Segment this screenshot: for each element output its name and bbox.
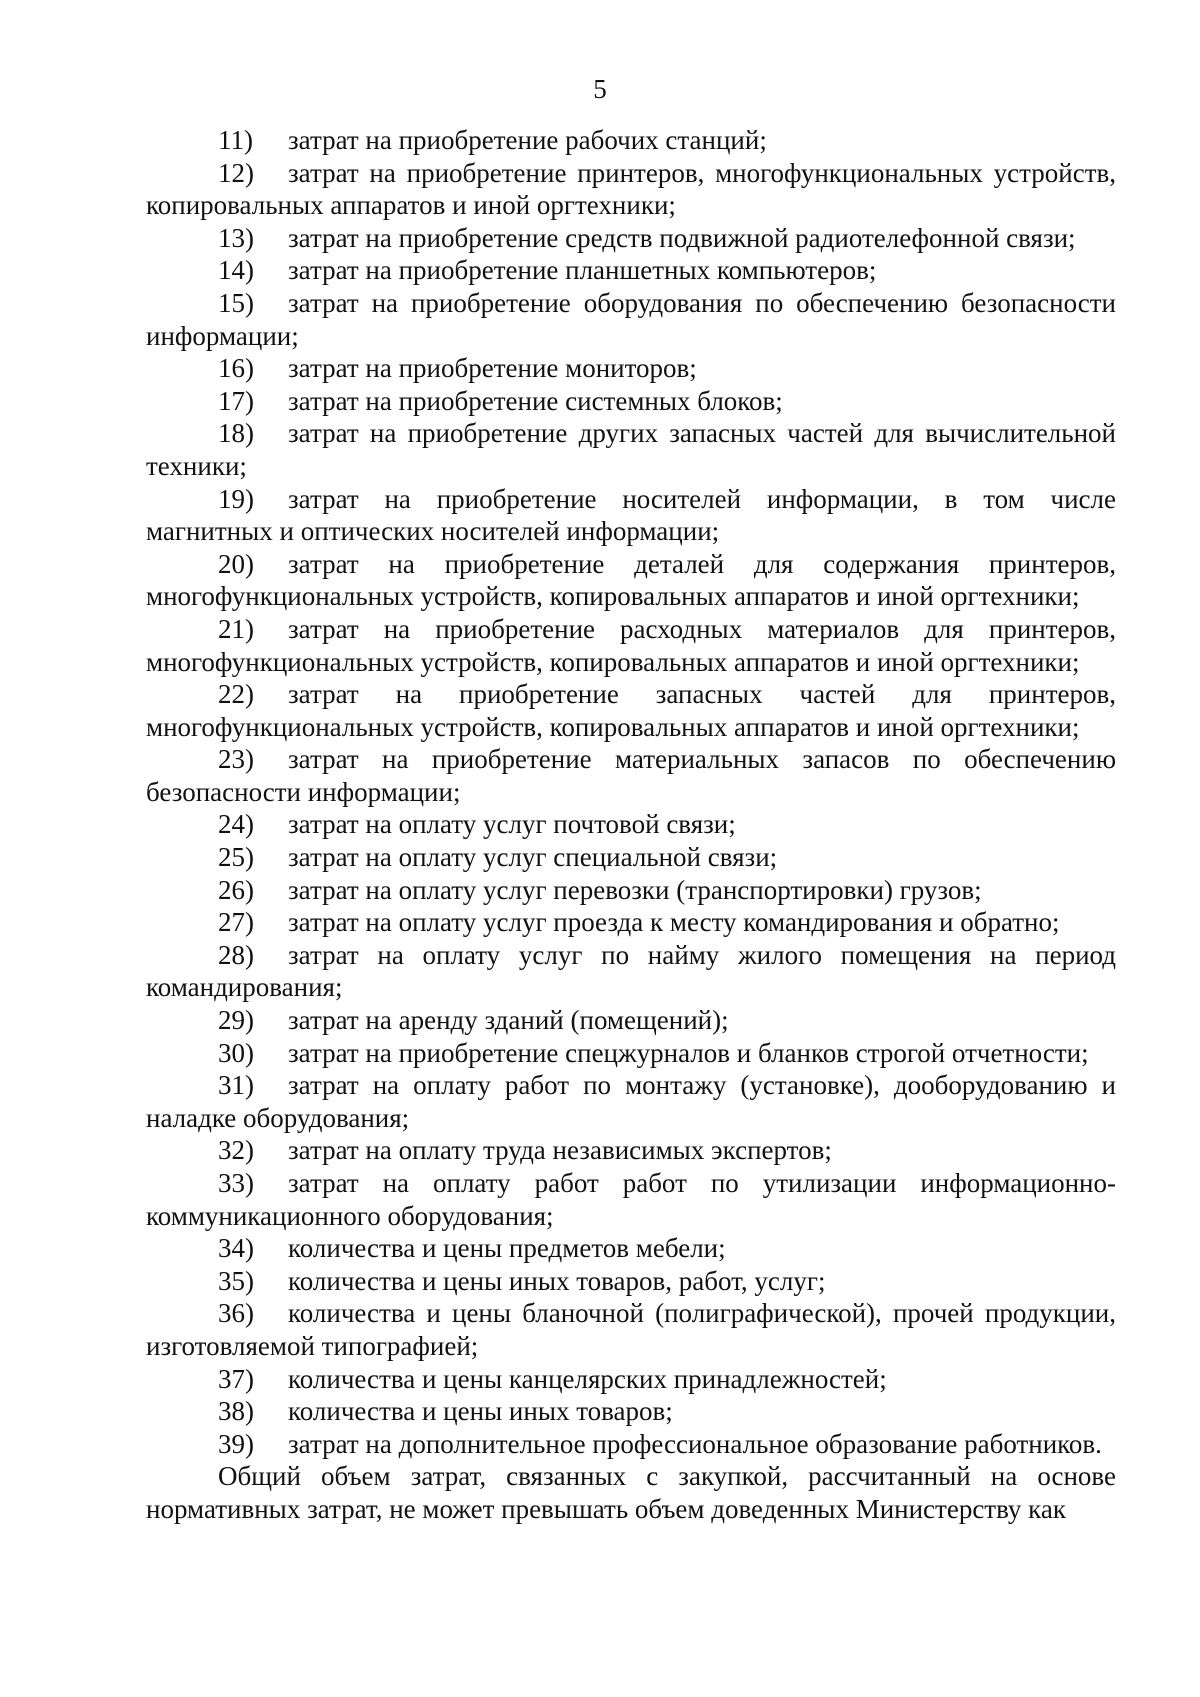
list-item-number: 34) xyxy=(218,1233,254,1264)
list-item-text: затрат на дополнительное профессиональное образование работников. xyxy=(288,1428,1102,1459)
page-number: 5 xyxy=(593,74,607,104)
list-item xyxy=(146,874,1116,907)
list-item xyxy=(146,124,1116,157)
list-item xyxy=(146,1037,1116,1070)
list-item-number: 18) xyxy=(218,418,254,449)
list-item-number: 15) xyxy=(218,287,254,318)
list-item xyxy=(146,157,1116,222)
list-item-number: 35) xyxy=(218,1265,254,1296)
list-item-number: 16) xyxy=(218,353,254,384)
list-item-text: затрат на аренду зданий (помещений); xyxy=(288,1005,729,1036)
list-item xyxy=(146,1167,1116,1232)
list-item-number: 21) xyxy=(218,613,254,644)
list-item-number: 19) xyxy=(218,483,254,514)
list-item-text: затрат на приобретение рабочих станций; xyxy=(288,125,767,155)
list-item xyxy=(146,613,1116,678)
closing-paragraph: Общий объем затрат, связанных с закупкой, рассчитанный на основе нормативных затрат, не может превышать объем доведенных Министерству как xyxy=(146,1461,1116,1524)
list-item-text: затрат на оплату работ по монтажу (установке), дооборудованию и наладке оборудования; xyxy=(146,1070,1116,1133)
list-item-number: 38) xyxy=(218,1396,254,1427)
document-body xyxy=(146,124,1116,1526)
list-item xyxy=(146,1428,1116,1461)
list-item-number: 25) xyxy=(218,842,254,873)
list-item-text: количества и цены канцелярских принадлежностей; xyxy=(288,1363,887,1394)
list-item xyxy=(146,385,1116,418)
list-item-number: 20) xyxy=(218,548,254,579)
list-item xyxy=(146,906,1116,939)
list-item xyxy=(146,287,1116,352)
list-item-number: 32) xyxy=(218,1135,254,1166)
list-item-number: 29) xyxy=(218,1005,254,1036)
list-item-text: количества и цены иных товаров, работ, услуг; xyxy=(288,1265,826,1296)
list-item xyxy=(146,417,1116,482)
list-item xyxy=(146,1004,1116,1037)
list-item-number: 23) xyxy=(218,744,254,775)
list-item-number: 39) xyxy=(218,1428,254,1459)
list-item-text: затрат на приобретение деталей для содержания принтеров, многофункциональных устройств, копировальных аппаратов и иной оргтехники; xyxy=(146,548,1116,612)
list-item-number: 36) xyxy=(218,1298,254,1329)
list-item-text: затрат на оплату услуг по найму жилого помещения на период командирования; xyxy=(146,939,1116,1003)
list-item-text: затрат на приобретение средств подвижной радиотелефонной связи; xyxy=(288,222,1076,253)
list-item-number: 17) xyxy=(218,385,254,416)
list-item-number: 22) xyxy=(218,679,254,710)
list-item-text: затрат на оплату услуг почтовой связи; xyxy=(288,809,736,840)
list-item-text: затрат на оплату услуг проезда к месту командирования и обратно; xyxy=(288,907,1060,938)
list-item-text: затрат на приобретение расходных материалов для принтеров, многофункциональных устройств, копировальных аппаратов и иной оргтехники; xyxy=(146,613,1116,677)
list-item xyxy=(146,743,1116,808)
items-list xyxy=(146,124,1116,1460)
list-item-number: 11) xyxy=(218,125,253,155)
list-item-text: затрат на приобретение запасных частей для принтеров, многофункциональных устройств, копировальных аппаратов и иной оргтехники; xyxy=(146,679,1116,742)
list-item xyxy=(146,483,1116,548)
list-item xyxy=(146,352,1116,385)
list-item xyxy=(146,1297,1116,1362)
list-item-number: 27) xyxy=(218,907,254,938)
list-item-text: затрат на приобретение других запасных частей для вычислительной техники; xyxy=(146,418,1116,481)
list-item-text: количества и цены иных товаров; xyxy=(288,1396,673,1427)
list-item-text: затрат на приобретение мониторов; xyxy=(288,353,697,384)
list-item xyxy=(146,1069,1116,1134)
list-item-text: количества и цены бланочной (полиграфической), прочей продукции, изготовляемой типографией; xyxy=(146,1298,1116,1361)
list-item-number: 26) xyxy=(218,874,254,905)
list-item-text: затрат на приобретение носителей информации, в том числе магнитных и оптических носителей информации; xyxy=(146,483,1116,547)
list-item xyxy=(146,254,1116,287)
list-item-text: затрат на приобретение спецжурналов и бланков строгой отчетности; xyxy=(288,1037,1089,1068)
list-item xyxy=(146,1134,1116,1167)
list-item xyxy=(146,939,1116,1004)
list-item-text: затрат на приобретение оборудования по обеспечению безопасности информации; xyxy=(146,287,1116,351)
list-item-number: 12) xyxy=(218,157,254,188)
list-item-text: затрат на оплату услуг перевозки (транспортировки) грузов; xyxy=(288,874,982,905)
list-item-text: количества и цены предметов мебели; xyxy=(288,1233,726,1264)
list-item xyxy=(146,1395,1116,1428)
list-item-number: 37) xyxy=(218,1363,254,1394)
list-item xyxy=(146,1265,1116,1298)
list-item xyxy=(146,1363,1116,1396)
list-item xyxy=(146,548,1116,613)
list-item-text: затрат на приобретение планшетных компьютеров; xyxy=(288,255,877,286)
list-item-text: затрат на оплату работ работ по утилизации информационно-коммуникационного оборудования; xyxy=(146,1168,1116,1231)
list-item-number: 30) xyxy=(218,1037,254,1068)
list-item-number: 14) xyxy=(218,255,254,286)
list-item-number: 31) xyxy=(218,1070,254,1101)
list-item xyxy=(146,808,1116,841)
list-item-text: затрат на оплату труда независимых экспертов; xyxy=(288,1135,832,1166)
list-item xyxy=(146,1232,1116,1265)
list-item-number: 33) xyxy=(218,1168,254,1198)
list-item-number: 24) xyxy=(218,809,254,840)
list-item-text: затрат на приобретение материальных запасов по обеспечению безопасности информации; xyxy=(146,744,1116,807)
list-item-text: затрат на приобретение принтеров, многофункциональных устройств, копировальных аппаратов и иной оргтехники; xyxy=(146,157,1116,221)
list-item-number: 13) xyxy=(218,222,254,253)
list-item xyxy=(146,222,1116,255)
list-item xyxy=(146,678,1116,743)
list-item xyxy=(146,841,1116,874)
list-item-text: затрат на приобретение системных блоков; xyxy=(288,385,783,416)
list-item-text: затрат на оплату услуг специальной связи; xyxy=(288,842,778,873)
list-item-number: 28) xyxy=(218,939,254,970)
